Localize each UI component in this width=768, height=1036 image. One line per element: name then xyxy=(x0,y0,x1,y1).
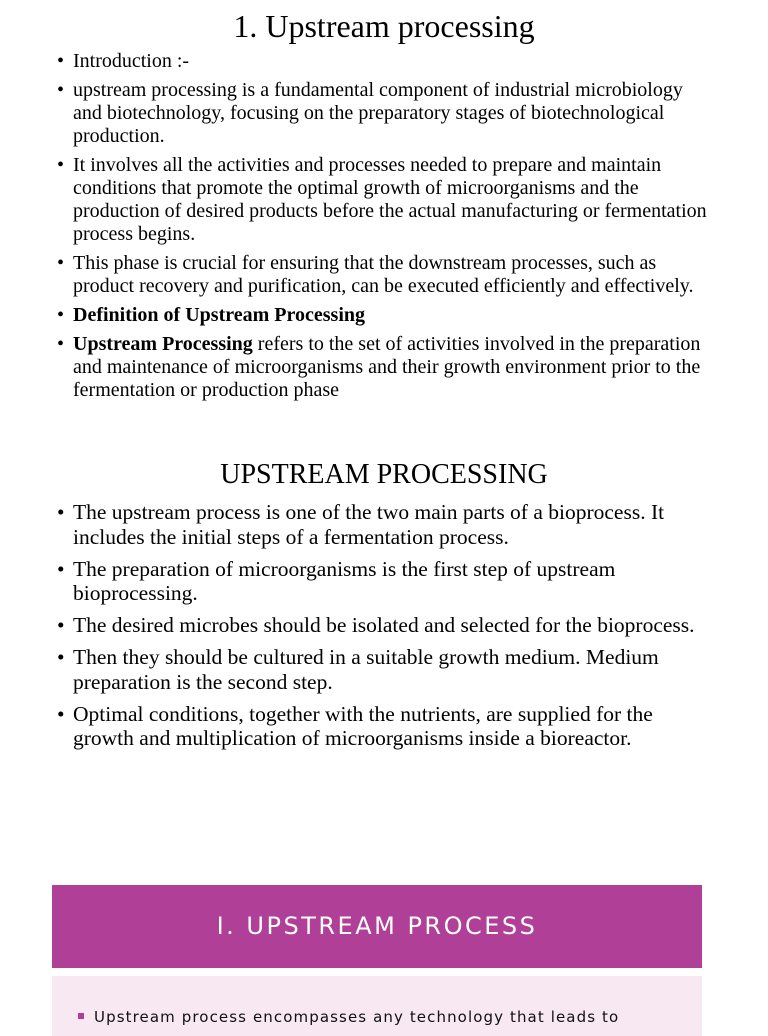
list-item: • Introduction :- xyxy=(57,50,707,73)
list-item: • The upstream process is one of the two main parts of a bioprocess. It includes the initial steps of a fermentation process. xyxy=(57,500,707,549)
list-item: • The desired microbes should be isolated and selected for the bioprocess. xyxy=(57,613,707,638)
list-item: • The preparation of microorganisms is the first step of upstream bioprocessing. xyxy=(57,557,707,606)
list-item xyxy=(78,1008,698,1026)
bullet-list xyxy=(57,50,707,408)
content-panel xyxy=(52,976,702,1036)
list-item: • It involves all the activities and processes needed to prepare and maintain conditions that promote the optimal growth of microorganisms and the production of desired products before the actual manufacturing or fermentation process begins. xyxy=(57,154,707,246)
slide-title: 1. Upstream processing xyxy=(233,8,535,44)
section-title: UPSTREAM PROCESSING xyxy=(220,459,548,490)
bullet-list-2 xyxy=(57,500,707,758)
term-bold: Upstream Processing xyxy=(73,333,253,355)
square-bullet-icon xyxy=(78,1013,84,1019)
list-item: • upstream processing is a fundamental component of industrial microbiology and biotechnology, focusing on the preparatory stages of biotechnological production. xyxy=(57,79,707,148)
definition-heading: Definition of Upstream Processing xyxy=(73,304,366,326)
list-item: • Then they should be cultured in a suitable growth medium. Medium preparation is the second step. xyxy=(57,645,707,694)
list-item: • Upstream Processing refers to the set of activities involved in the preparation and maintenance of microorganisms and their growth environment prior to the fermentation or production phase xyxy=(57,333,707,402)
section-banner: I. UPSTREAM PROCESS xyxy=(52,885,702,968)
list-item: • This phase is crucial for ensuring that the downstream processes, such as product recovery and purification, can be executed efficiently and effectively. xyxy=(57,252,707,298)
list-item xyxy=(57,304,707,327)
list-item: • Optimal conditions, together with the nutrients, are supplied for the growth and multiplication of microorganisms inside a bioreactor. xyxy=(57,702,707,751)
bullet-text: Upstream process encompasses any technology that leads to xyxy=(94,1008,620,1026)
